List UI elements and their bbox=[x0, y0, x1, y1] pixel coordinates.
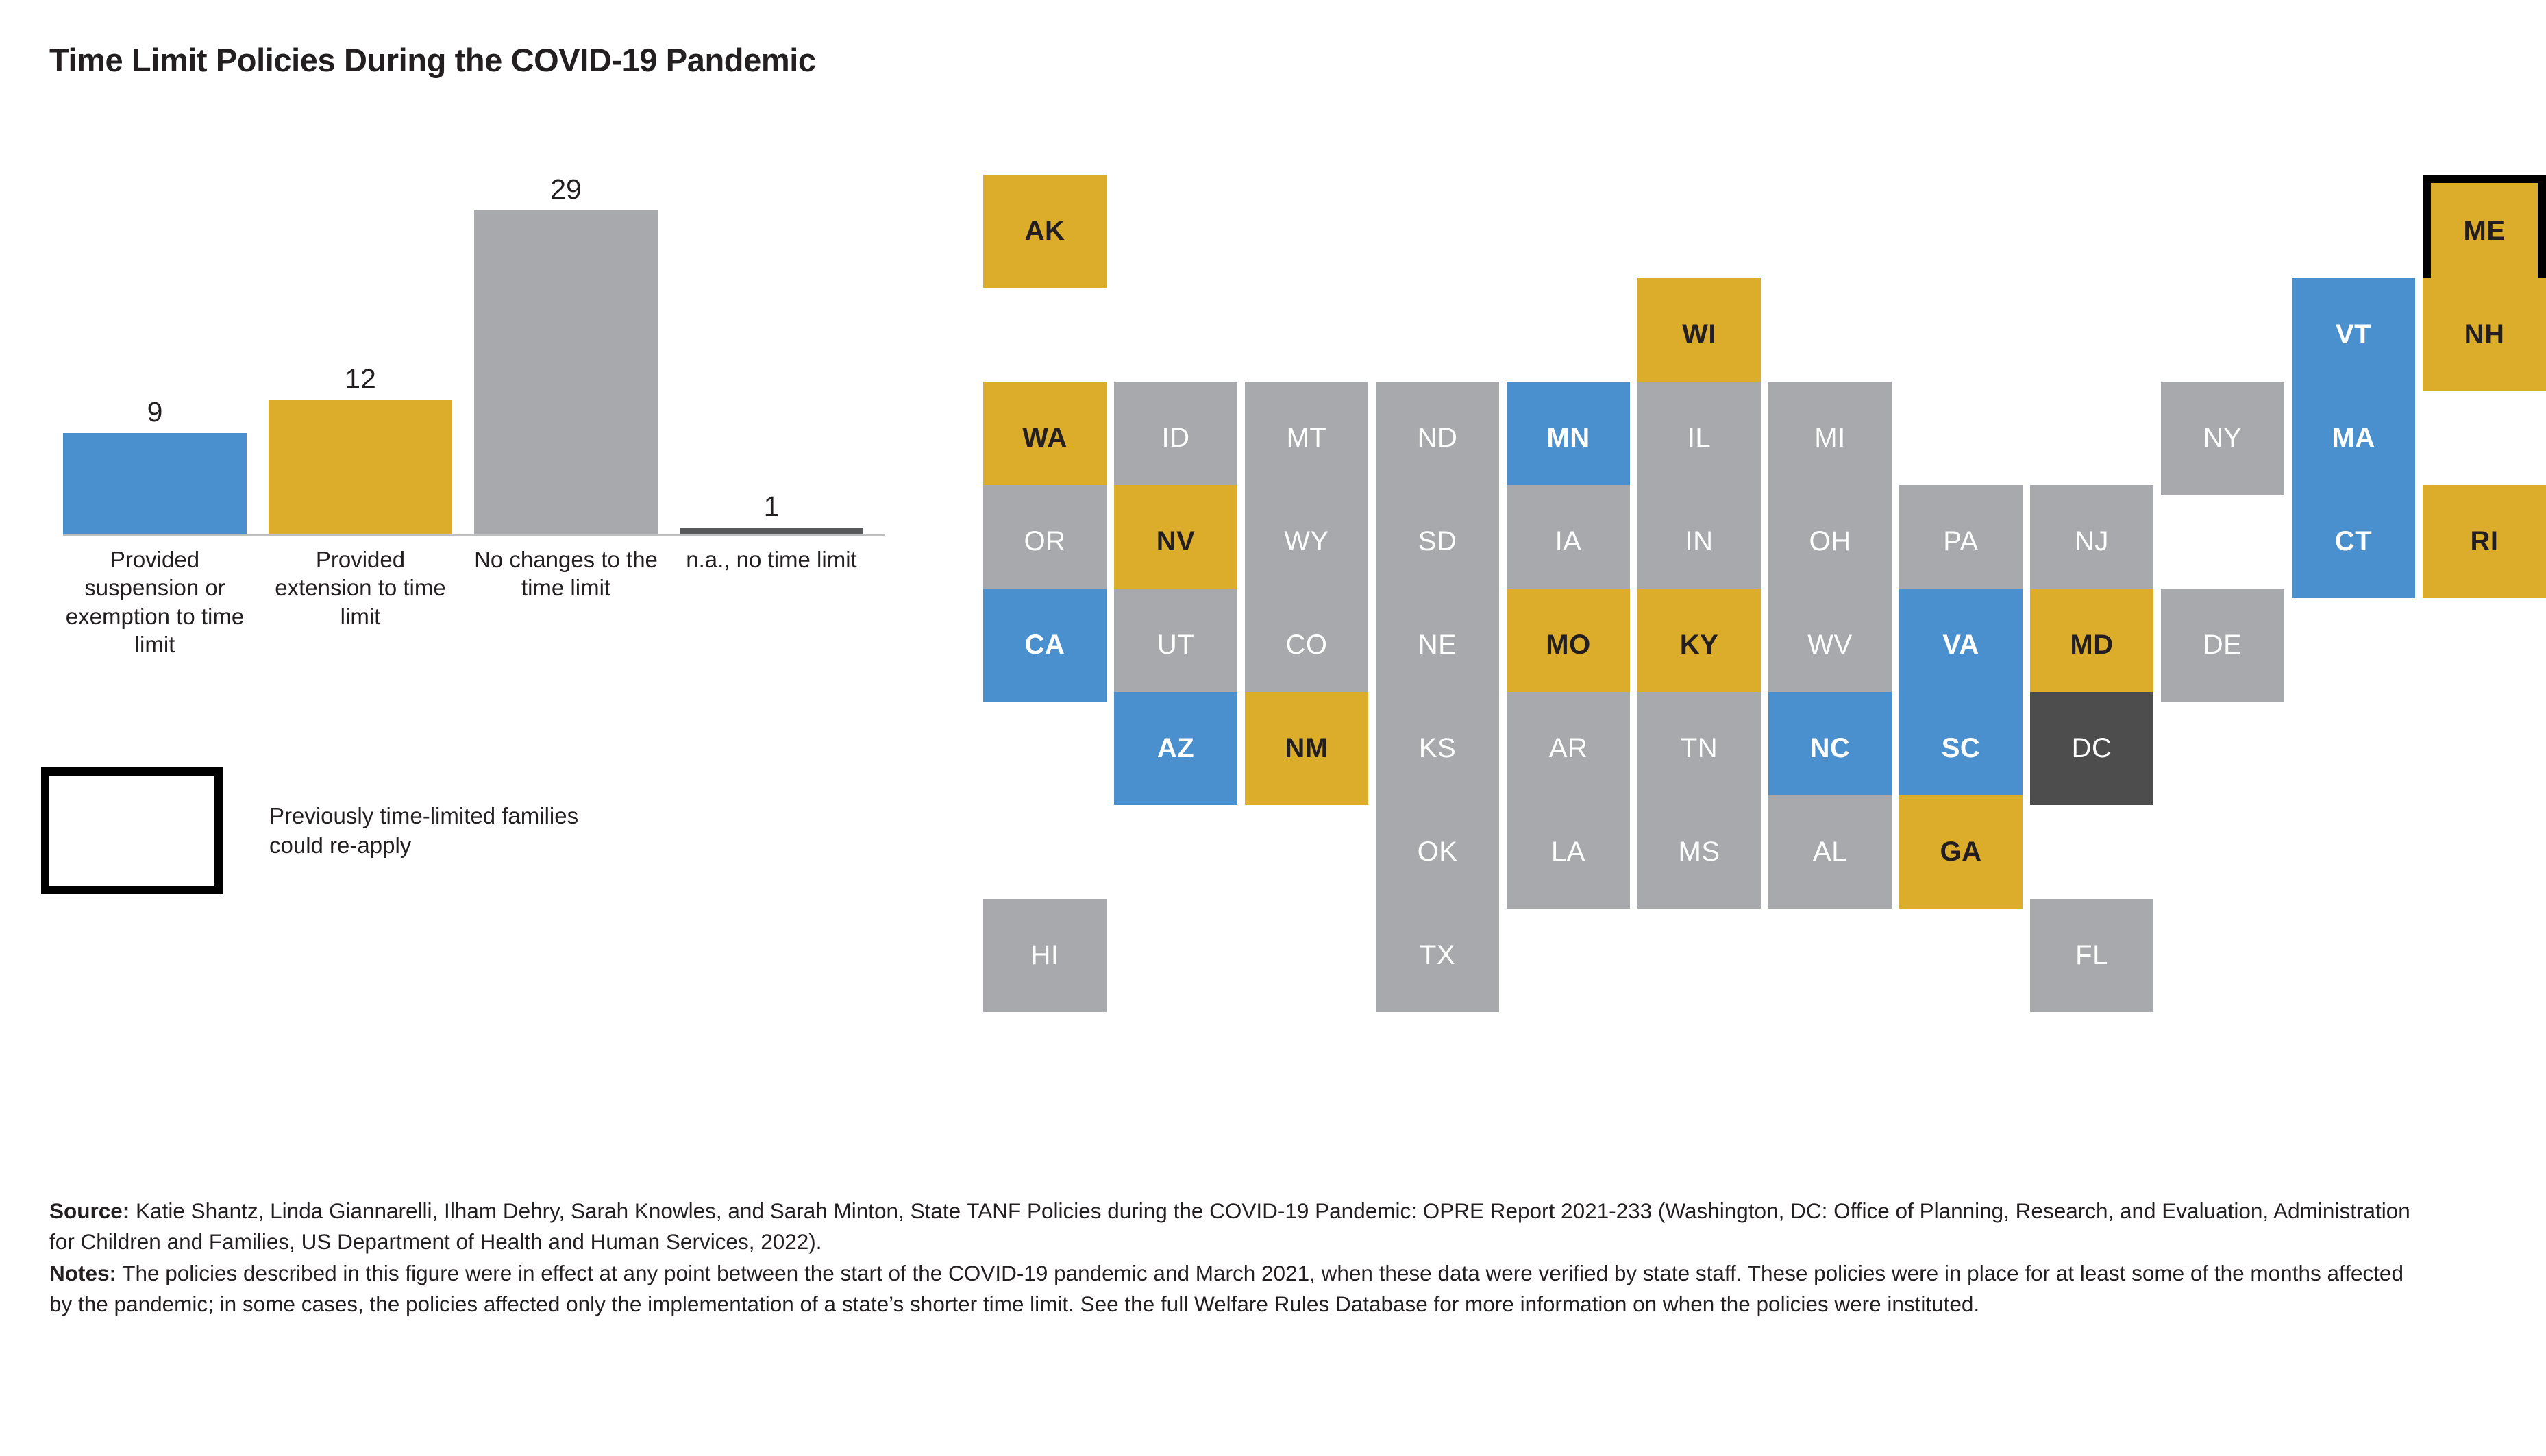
state-cell-ct: CT bbox=[2292, 485, 2415, 598]
state-cell-ma: MA bbox=[2292, 382, 2415, 495]
notes-note bbox=[49, 1258, 2427, 1319]
state-cell-wa: WA bbox=[983, 382, 1107, 495]
state-cell-la: LA bbox=[1507, 795, 1630, 909]
state-cell-ky: KY bbox=[1637, 589, 1761, 702]
state-cell-ms: MS bbox=[1637, 795, 1761, 909]
bar-rect bbox=[63, 433, 247, 534]
state-cell-nh: NH bbox=[2423, 278, 2546, 391]
state-cell-or: OR bbox=[983, 485, 1107, 598]
state-grid-map bbox=[983, 175, 2506, 1155]
legend-outline-swatch bbox=[41, 767, 223, 894]
source-text: Katie Shantz, Linda Giannarelli, Ilham Dehry, Sarah Knowles, and Sarah Minton, State TANF Policies during the COVID-19 Pandemic: OPRE Report 2021-233 (Washington, DC: Office of Planning, Research, and Evaluation, Administration for Children and Families, US Department of Health and Human Services, 2022). bbox=[49, 1198, 2410, 1254]
state-cell-ak: AK bbox=[983, 175, 1107, 288]
state-cell-mt: MT bbox=[1245, 382, 1368, 495]
state-cell-de: DE bbox=[2161, 589, 2284, 702]
bar-category-label: Provided extension to time limit bbox=[275, 547, 446, 629]
state-cell-nv: NV bbox=[1114, 485, 1237, 598]
state-cell-tn: TN bbox=[1637, 692, 1761, 805]
state-cell-ne: NE bbox=[1376, 589, 1499, 702]
state-cell-nc: NC bbox=[1768, 692, 1892, 805]
state-cell-ks: KS bbox=[1376, 692, 1499, 805]
bar-value-label: 12 bbox=[345, 363, 376, 395]
state-cell-nm: NM bbox=[1245, 692, 1368, 805]
notes-text: The policies described in this figure were in effect at any point between the start of the COVID-19 pandemic and March 2021, when these data were verified by state staff. These policies were in place for at least some of the months affected by the pandemic; in some cases, the policies affected only the implementation of a state’s shorter time limit. See the full Welfare Rules Database for more information on when the policies were instituted. bbox=[49, 1261, 2403, 1317]
state-cell-wi: WI bbox=[1637, 278, 1761, 391]
page-title: Time Limit Policies During the COVID-19 Pandemic bbox=[49, 42, 816, 78]
footnotes bbox=[49, 1196, 2427, 1321]
state-cell-dc: DC bbox=[2030, 692, 2153, 805]
state-cell-fl: FL bbox=[2030, 899, 2153, 1012]
state-cell-wy: WY bbox=[1245, 485, 1368, 598]
bar-4 bbox=[680, 493, 863, 534]
state-cell-az: AZ bbox=[1114, 692, 1237, 805]
state-cell-sc: SC bbox=[1899, 692, 2023, 805]
state-cell-al: AL bbox=[1768, 795, 1892, 909]
x-axis-line bbox=[63, 534, 885, 536]
bar-2 bbox=[269, 365, 452, 534]
state-cell-in: IN bbox=[1637, 485, 1761, 598]
state-cell-mn: MN bbox=[1507, 382, 1630, 495]
legend-label: Previously time-limited families could re-apply bbox=[269, 802, 579, 858]
state-cell-ga: GA bbox=[1899, 795, 2023, 909]
state-cell-ia: IA bbox=[1507, 485, 1630, 598]
bar-value-label: 29 bbox=[550, 173, 582, 205]
state-cell-ut: UT bbox=[1114, 589, 1237, 702]
state-cell-co: CO bbox=[1245, 589, 1368, 702]
state-cell-ny: NY bbox=[2161, 382, 2284, 495]
bar-rect bbox=[474, 210, 658, 534]
bar-category-label: n.a., no time limit bbox=[686, 547, 857, 572]
bar-category-label: No changes to the time limit bbox=[474, 547, 658, 601]
state-cell-il: IL bbox=[1637, 382, 1761, 495]
bar-value-label: 1 bbox=[763, 491, 780, 522]
legend bbox=[41, 767, 626, 894]
source-note bbox=[49, 1196, 2427, 1257]
state-cell-pa: PA bbox=[1899, 485, 2023, 598]
bar-category-label: Provided suspension or exemption to time limit bbox=[65, 547, 245, 657]
bar-value-label: 9 bbox=[147, 396, 163, 428]
state-cell-ri: RI bbox=[2423, 485, 2546, 598]
state-cell-oh: OH bbox=[1768, 485, 1892, 598]
state-cell-nd: ND bbox=[1376, 382, 1499, 495]
state-cell-nj: NJ bbox=[2030, 485, 2153, 598]
state-cell-md: MD bbox=[2030, 589, 2153, 702]
state-cell-hi: HI bbox=[983, 899, 1107, 1012]
bar-3 bbox=[474, 175, 658, 534]
state-cell-va: VA bbox=[1899, 589, 2023, 702]
source-label: Source: bbox=[49, 1198, 130, 1223]
bar-rect bbox=[269, 400, 452, 534]
state-cell-ok: OK bbox=[1376, 795, 1499, 909]
state-cell-ar: AR bbox=[1507, 692, 1630, 805]
state-cell-wv: WV bbox=[1768, 589, 1892, 702]
state-cell-ca: CA bbox=[983, 589, 1107, 702]
bar-1 bbox=[63, 398, 247, 534]
bar-rect bbox=[680, 528, 863, 534]
state-cell-mo: MO bbox=[1507, 589, 1630, 702]
state-cell-id: ID bbox=[1114, 382, 1237, 495]
state-cell-sd: SD bbox=[1376, 485, 1499, 598]
notes-label: Notes: bbox=[49, 1261, 117, 1286]
state-cell-vt: VT bbox=[2292, 278, 2415, 391]
state-cell-mi: MI bbox=[1768, 382, 1892, 495]
state-cell-me: ME bbox=[2423, 175, 2546, 288]
bar-chart bbox=[49, 164, 899, 706]
bar-plot-area bbox=[63, 164, 885, 534]
state-cell-tx: TX bbox=[1376, 899, 1499, 1012]
